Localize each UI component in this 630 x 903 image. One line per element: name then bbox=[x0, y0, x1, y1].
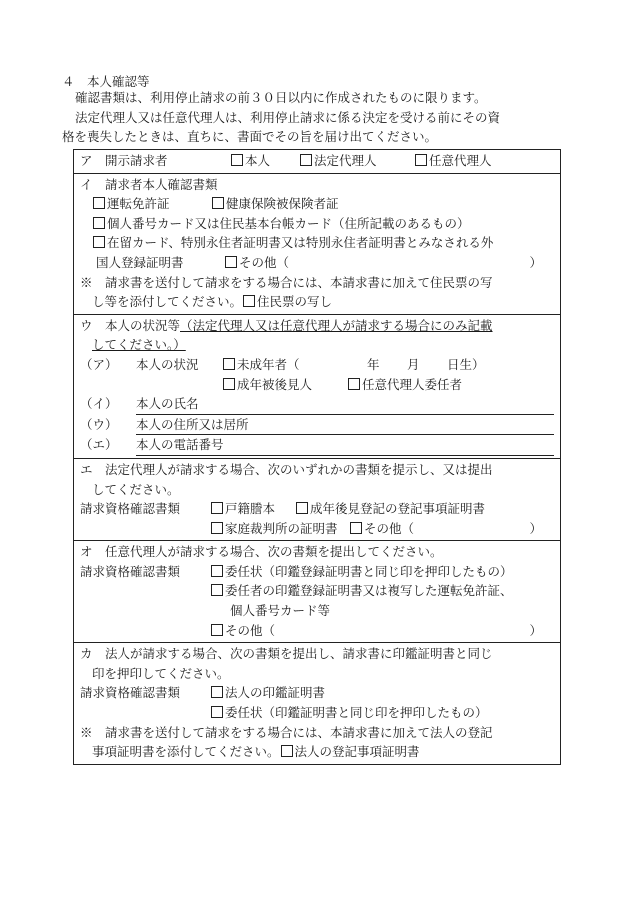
row-identity-documents bbox=[74, 173, 561, 314]
birth-month: 月 bbox=[407, 356, 420, 372]
status-b-label: （イ） bbox=[80, 396, 118, 412]
option-family-register: 戸籍謄本 bbox=[225, 501, 276, 517]
status-a-text: 本人の状況 bbox=[136, 356, 199, 372]
section-heading: ４ 本人確認等 bbox=[62, 74, 150, 89]
checkbox-guardianship-cert[interactable] bbox=[296, 502, 308, 514]
option-power-of-attorney: 委任状（印鑑登録証明書と同じ印を押印したもの） bbox=[225, 563, 513, 579]
option-minor: 未成年者（ bbox=[237, 356, 300, 372]
corporation-note-line-2: 事項証明書を添付してください。 bbox=[92, 744, 280, 760]
option-delegator-seal-cert: 委任者の印鑑登録証明書又は複写した運転免許証、 bbox=[225, 583, 513, 599]
legal-agent-title-b: してください。 bbox=[92, 481, 180, 497]
option-legal-agent: 法定代理人 bbox=[314, 153, 377, 168]
checkbox-my-number-card[interactable] bbox=[93, 217, 105, 229]
option-adult-ward: 成年被後見人 bbox=[237, 376, 313, 392]
row-requester bbox=[74, 150, 561, 174]
option-corporate-poa: 委任状（印鑑証明書と同じ印を押印したもの） bbox=[225, 705, 488, 721]
corporation-doc-label: 請求資格確認書類 bbox=[80, 685, 181, 701]
checkbox-adult-ward[interactable] bbox=[223, 378, 235, 390]
checkbox-legal-other[interactable] bbox=[350, 522, 362, 534]
option-voluntary-agent: 任意代理人 bbox=[429, 153, 492, 168]
intro-note-2a: 法定代理人又は任意代理人は、利用停止請求に係る決定を受ける前にその資 bbox=[75, 109, 501, 125]
checkbox-resident-record[interactable] bbox=[243, 295, 255, 307]
checkbox-corporate-poa[interactable] bbox=[211, 706, 223, 718]
option-delegator: 任意代理人委任者 bbox=[362, 376, 463, 392]
checkbox-corporate-registry[interactable] bbox=[281, 745, 293, 757]
option-family-court-cert: 家庭裁判所の証明書 bbox=[225, 520, 338, 536]
checkbox-residence-card[interactable] bbox=[93, 236, 105, 248]
option-resident-record: 住民票の写し bbox=[257, 294, 333, 310]
checkbox-delegator-seal-cert[interactable] bbox=[211, 584, 223, 596]
legal-other-close-paren: ） bbox=[529, 520, 542, 536]
voluntary-agent-doc-label: 請求資格確認書類 bbox=[80, 563, 181, 579]
row-legal-agent-docs bbox=[74, 458, 561, 540]
corporation-title-a: カ 法人が請求する場合、次の書類を提出し、請求書に印鑑証明書と同じ bbox=[80, 646, 493, 662]
corporation-note-line-1: ※ 請求書を送付して請求をする場合には、本請求書に加えて法人の登記 bbox=[80, 724, 493, 740]
intro-note-2b: 格を喪失したときは、直ちに、書面でその旨を届け出てください。 bbox=[62, 129, 438, 144]
other-id-close-paren: ） bbox=[529, 254, 542, 270]
checkbox-other-id[interactable] bbox=[225, 256, 237, 268]
checkbox-drivers-license[interactable] bbox=[93, 197, 105, 209]
option-other-id: その他（ bbox=[239, 254, 290, 270]
row-corporation-docs bbox=[74, 643, 561, 765]
person-phone-field[interactable]: 本人の電話番号 bbox=[136, 435, 554, 456]
option-corporate-seal-cert: 法人の印鑑証明書 bbox=[225, 685, 326, 701]
person-address-field[interactable]: 本人の住所又は居所 bbox=[136, 415, 554, 436]
option-my-number-card: 個人番号カード又は住民基本台帳カード（住所記載のあるもの） bbox=[107, 215, 470, 231]
option-voluntary-other: その他（ bbox=[225, 622, 276, 638]
row-voluntary-agent-docs bbox=[74, 541, 561, 643]
checkbox-minor[interactable] bbox=[223, 358, 235, 370]
option-legal-other: その他（ bbox=[364, 520, 415, 536]
status-c-label: （ウ） bbox=[80, 416, 118, 432]
birth-year: 年 bbox=[367, 356, 380, 372]
voluntary-agent-title: オ 任意代理人が請求する場合、次の書類を提出してください。 bbox=[80, 544, 443, 560]
checkbox-self[interactable] bbox=[231, 154, 243, 166]
checkbox-family-register[interactable] bbox=[211, 502, 223, 514]
corporation-title-b: 印を押印してください。 bbox=[92, 665, 230, 681]
option-residence-card: 在留カード、特別永住者証明書又は特別永住者証明書とみなされる外 bbox=[107, 235, 494, 251]
identity-verification-table bbox=[73, 149, 561, 765]
option-corporate-registry: 法人の登記事項証明書 bbox=[294, 744, 420, 760]
legal-agent-doc-label: 請求資格確認書類 bbox=[80, 501, 181, 517]
checkbox-health-insurance[interactable] bbox=[212, 197, 224, 209]
option-self: 本人 bbox=[245, 153, 271, 168]
identity-note-line-2: し等を添付してください。 bbox=[92, 294, 243, 310]
person-name-field[interactable]: 本人の氏名 bbox=[136, 394, 554, 415]
identity-note-line-1: ※ 請求書を送付して請求をする場合には、本請求書に加えて住民票の写 bbox=[80, 274, 493, 290]
row-person-status bbox=[74, 314, 561, 458]
checkbox-legal-agent[interactable] bbox=[300, 154, 312, 166]
requester-label: ア 開示請求者 bbox=[80, 153, 168, 168]
checkbox-voluntary-other[interactable] bbox=[211, 624, 223, 636]
status-title-note-a: （法定代理人又は任意代理人が請求する場合にのみ記載 bbox=[180, 317, 493, 333]
option-guardianship-cert: 成年後見登記の登記事項証明書 bbox=[310, 501, 486, 517]
option-health-insurance: 健康保険被保険者証 bbox=[226, 196, 339, 212]
option-drivers-license: 運転免許証 bbox=[107, 196, 170, 212]
intro-note-1: 確認書類は、利用停止請求の前３０日以内に作成されたものに限ります。 bbox=[75, 90, 487, 105]
checkbox-family-court-cert[interactable] bbox=[211, 522, 223, 534]
birth-day: 日生） bbox=[447, 356, 485, 372]
legal-agent-title-a: エ 法定代理人が請求する場合、次のいずれかの書類を提示し、又は提出 bbox=[80, 461, 493, 477]
checkbox-voluntary-agent[interactable] bbox=[415, 154, 427, 166]
option-delegator-seal-cert-cont: 個人番号カード等 bbox=[230, 603, 331, 619]
status-title: ウ 本人の状況等 bbox=[80, 317, 181, 333]
checkbox-corporate-seal-cert[interactable] bbox=[211, 686, 223, 698]
status-d-label: （エ） bbox=[80, 437, 118, 453]
option-residence-card-cont: 国人登録証明書 bbox=[96, 254, 184, 270]
checkbox-power-of-attorney[interactable] bbox=[211, 565, 223, 577]
status-title-note-b: してください。） bbox=[92, 337, 186, 353]
status-a-label: （ア） bbox=[80, 356, 118, 372]
checkbox-delegator[interactable] bbox=[348, 378, 360, 390]
voluntary-other-close-paren: ） bbox=[529, 622, 542, 638]
intro-notes bbox=[62, 88, 562, 147]
identity-docs-title: イ 請求者本人確認書類 bbox=[80, 176, 218, 192]
